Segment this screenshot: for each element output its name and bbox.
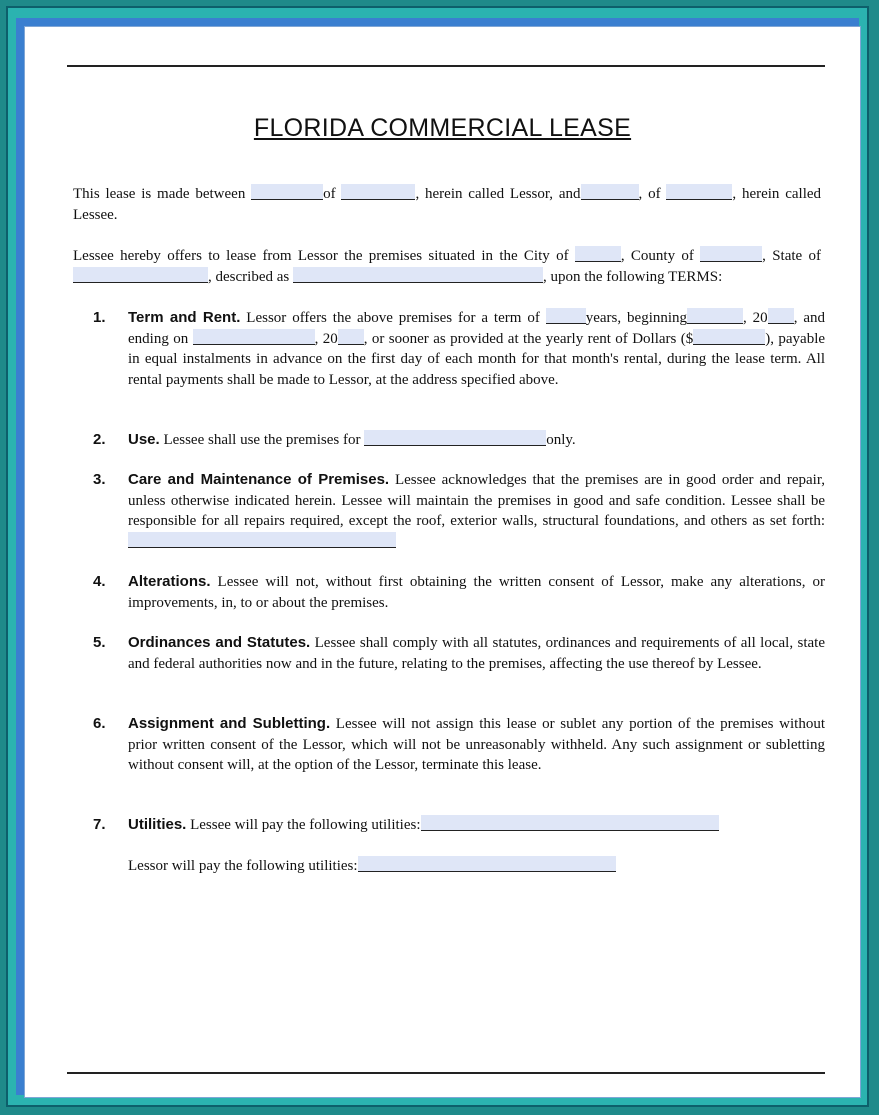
intro-text: Lessee hereby offers to lease from Lessor the premises situated in the City of: [73, 248, 569, 264]
intro-text: , herein called Lessor, and: [415, 186, 581, 202]
repair-exceptions-field[interactable]: [128, 532, 396, 548]
lessee-address-field[interactable]: [666, 184, 732, 200]
intro-text: , upon the following TERMS:: [542, 269, 723, 285]
clause-heading: Care and Maintenance of Premises.: [128, 471, 390, 488]
clause-care-and-maintenance: [93, 470, 825, 552]
begin-date-field[interactable]: [687, 308, 743, 324]
begin-year-field[interactable]: [768, 308, 794, 324]
document-frame: [6, 6, 869, 1107]
lessor-utilities-field[interactable]: [358, 856, 616, 872]
clause-ordinances-and-statutes: [93, 633, 825, 674]
clause-number: 7.: [93, 816, 106, 833]
clause-heading: Assignment and Subletting.: [128, 715, 331, 732]
clause-text: , 20: [314, 330, 338, 347]
clause-text: Lessee shall comply with all statutes, ordinances and requirements of all local, state and federal authorities now and in the future, relating to the premises, affecting the use thereof by Lessee.: [128, 635, 825, 672]
intro-text: , State of: [762, 248, 821, 264]
clause-number: 4.: [93, 573, 106, 590]
yearly-rent-field[interactable]: [693, 329, 765, 345]
clause-text: , and ending on: [128, 310, 825, 347]
intro-text: This lease is made between: [73, 186, 246, 202]
clause-text: only.: [546, 432, 576, 448]
top-rule: [67, 65, 825, 67]
clause-text: Lessee will not, without first obtaining the written consent of Lessor, make any alterations, or improvements, in, to or about the premises.: [128, 574, 825, 611]
county-field[interactable]: [700, 246, 762, 262]
clause-number: 6.: [93, 715, 106, 732]
intro-parties-paragraph: [73, 184, 821, 226]
intro-text: , herein called Lessee.: [73, 186, 822, 223]
clause-heading: Ordinances and Statutes.: [128, 634, 311, 651]
clause-text: , or sooner as provided at the yearly rent of Dollars ($: [363, 330, 694, 347]
lease-page: [24, 26, 861, 1098]
clause-text: years, beginning: [585, 310, 688, 326]
lessor-name-field[interactable]: [251, 184, 323, 200]
lessor-address-field[interactable]: [341, 184, 415, 200]
clause-text: , 20: [743, 310, 768, 326]
document-title: FLORIDA COMMERCIAL LEASE: [253, 114, 632, 142]
clause-heading: Use.: [128, 431, 160, 448]
clause-number: 5.: [93, 634, 106, 651]
intro-text: of: [323, 186, 336, 202]
clause-text: Lessor will pay the following utilities:: [128, 857, 358, 874]
clause-text: Lessor offers the above premises for a term of: [240, 310, 546, 326]
clause-assignment-and-subletting: [93, 714, 825, 776]
state-field[interactable]: [73, 267, 208, 283]
clause-heading: Utilities.: [128, 816, 187, 833]
city-field[interactable]: [575, 246, 621, 262]
clause-use: [93, 430, 825, 451]
clause-number: 3.: [93, 471, 106, 488]
end-date-field[interactable]: [193, 329, 315, 345]
clause-text: Lessee shall use the premises for: [159, 432, 365, 448]
bottom-rule: [67, 1072, 825, 1074]
clause-utilities: [93, 815, 825, 876]
intro-text: , of: [638, 186, 661, 202]
intro-premises-paragraph: [73, 246, 821, 288]
clause-text: Lessee will not assign this lease or sublet any portion of the premises without prior written consent of the Lessor, which will not be unreasonably withheld. Any such assignment or subletting without consent will, at the option of the Lessor, terminate this lease.: [128, 716, 825, 773]
premises-use-field[interactable]: [364, 430, 546, 446]
intro-text: , County of: [620, 248, 694, 264]
clause-term-and-rent: [93, 308, 825, 390]
term-years-field[interactable]: [546, 308, 586, 324]
clause-text: Lessee will pay the following utilities:: [186, 817, 421, 833]
clause-number: 2.: [93, 431, 106, 448]
clause-number: 1.: [93, 309, 106, 326]
clause-heading: Alterations.: [128, 573, 211, 590]
clause-alterations: [93, 572, 825, 613]
clause-text: ), payable in equal instalments in advance on the first day of each month for that month's rental, during the lease term. All rental payments shall be made to Lessor, at the address specified above.: [128, 330, 826, 388]
lessee-name-field[interactable]: [581, 184, 639, 200]
intro-text: , described as: [208, 269, 290, 285]
clause-heading: Term and Rent.: [128, 309, 241, 326]
lessee-utilities-field[interactable]: [421, 815, 719, 831]
premises-description-field[interactable]: [293, 267, 543, 283]
end-year-field[interactable]: [338, 329, 364, 345]
clause-text: Lessee acknowledges that the premises are in good order and repair, unless otherwise indicated herein. Lessee will maintain the premises in good and safe condition. Lessee shall be responsible for all repairs required, except the roof, exterior walls, structural foundations, and others as set forth:: [128, 472, 825, 529]
